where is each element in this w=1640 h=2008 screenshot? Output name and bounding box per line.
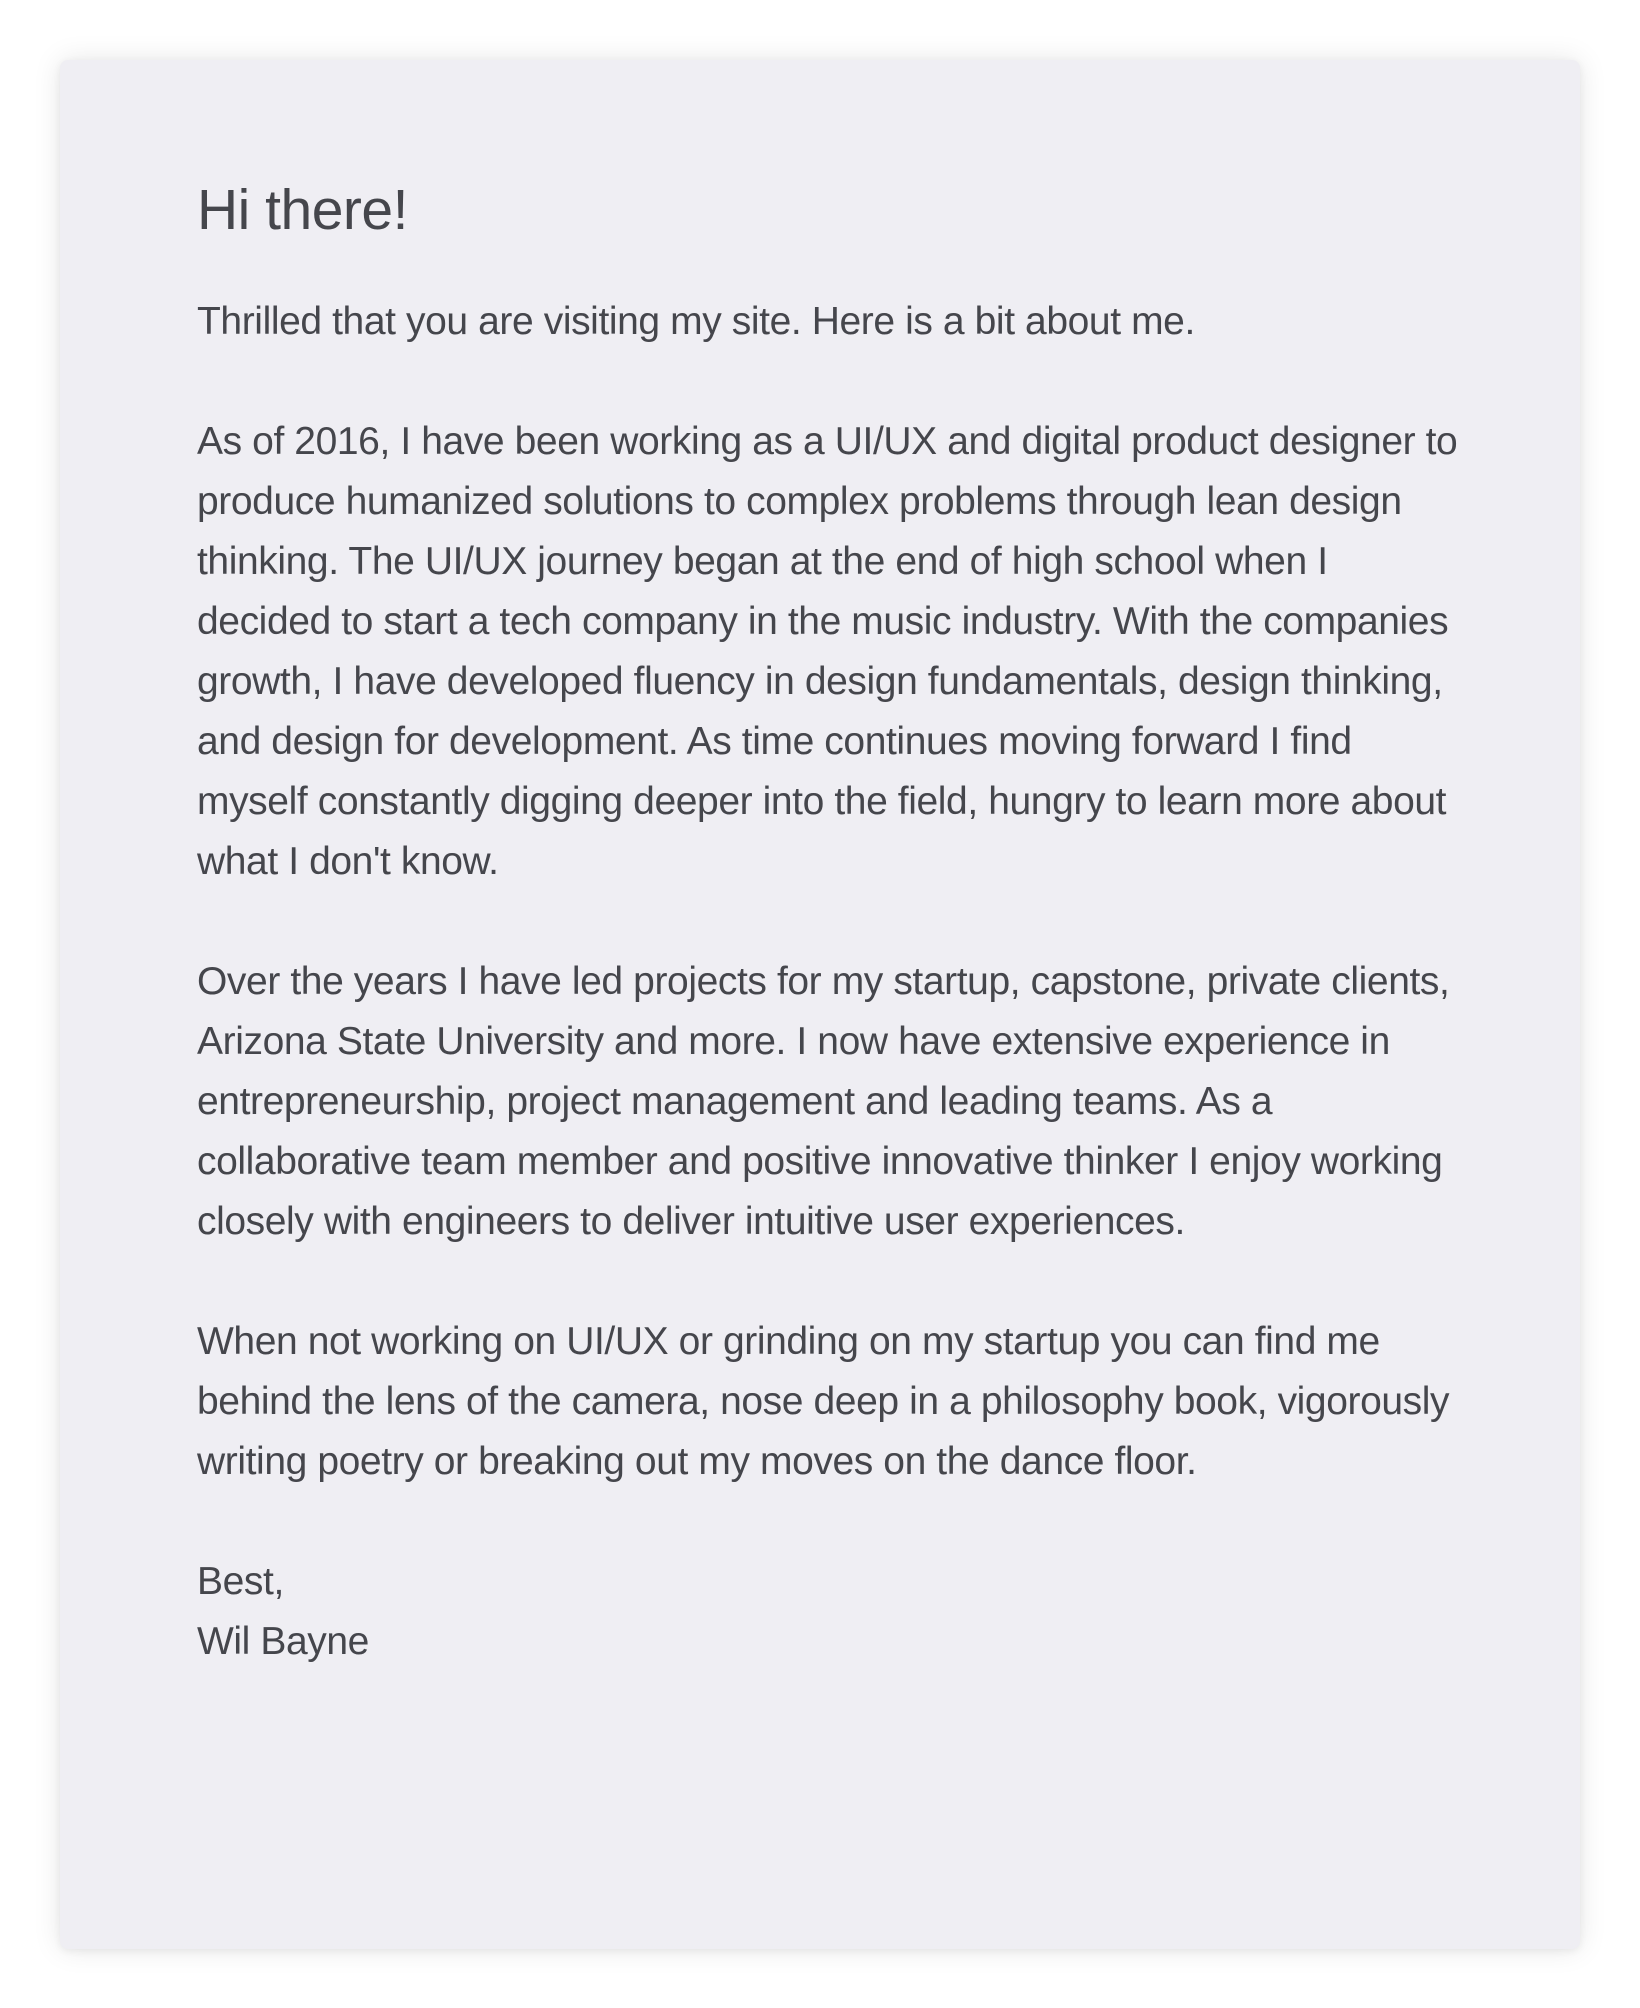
intro-paragraph: Thrilled that you are visiting my site. Here is a bit about me.	[197, 300, 1195, 343]
hobbies-paragraph: When not working on UI/UX or grinding on my startup you can find me behind the lens of the camera, nose deep in a philosophy book, vigorously writing poetry or breaking out my moves on the dance floor.	[197, 1320, 1450, 1483]
closing-text: Best,	[197, 1560, 284, 1603]
experience-paragraph: Over the years I have led projects for my startup, capstone, private clients, Arizona State University and more. I now have extensive experience in entrepreneurship, project management and leading teams. As a collaborative team member and positive innovative thinker I enjoy working closely with engineers to deliver intuitive user experiences.	[197, 960, 1450, 1243]
about-letter-card	[60, 60, 1580, 1949]
greeting-heading: Hi there!	[197, 178, 408, 242]
signature-name: Wil Bayne	[197, 1620, 369, 1663]
signoff	[197, 1552, 1460, 1672]
career-paragraph: As of 2016, I have been working as a UI/UX and digital product designer to produce humanized solutions to complex problems through lean design thinking. The UI/UX journey began at the end of high school when I decided to start a tech company in the music industry. With the companies growth, I have developed fluency in design fundamentals, design thinking, and design for development. As time continues moving forward I find myself constantly digging deeper into the field, hungry to learn more about what I don't know.	[197, 420, 1458, 883]
